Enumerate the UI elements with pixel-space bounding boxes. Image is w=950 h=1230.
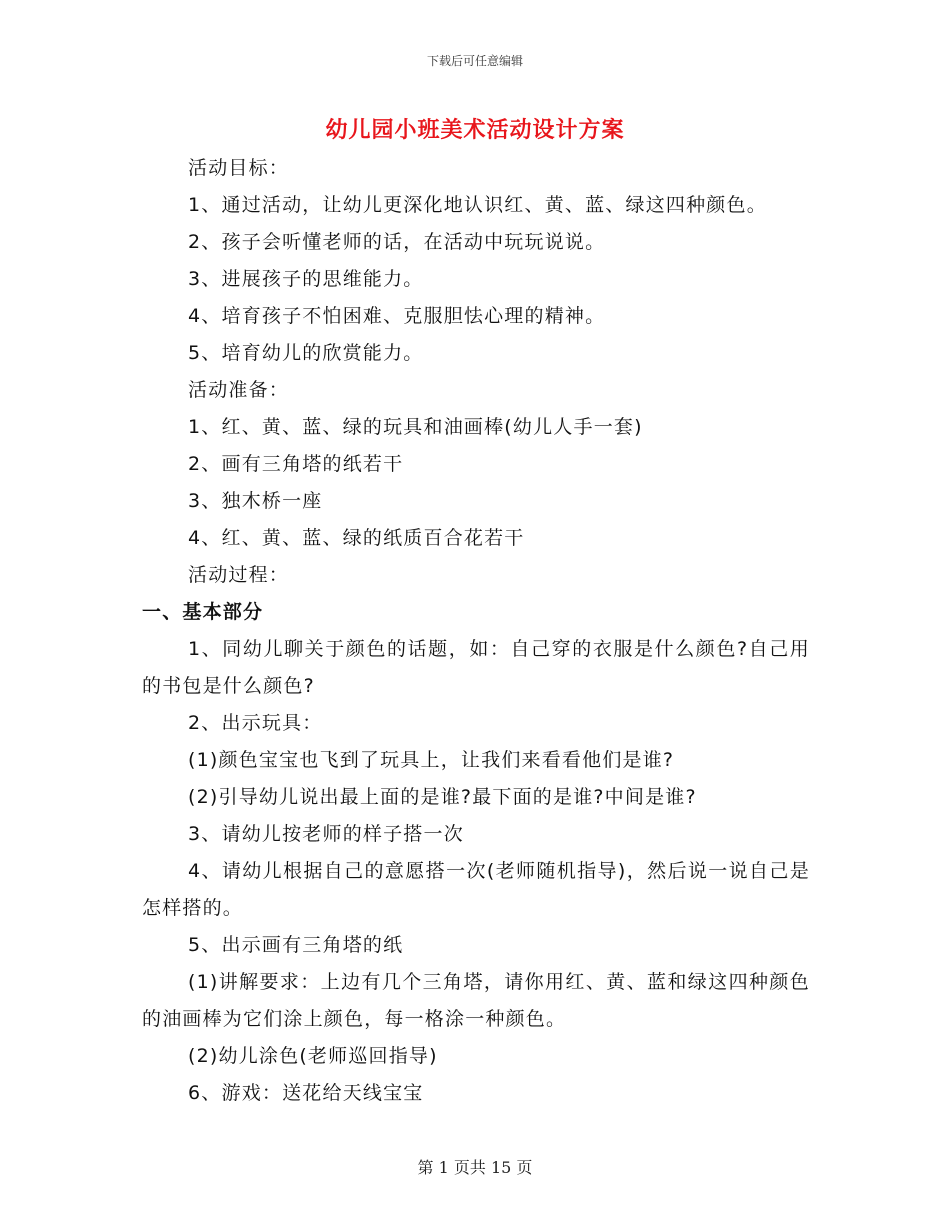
paragraph-line: 1、红、黄、蓝、绿的玩具和油画棒(幼儿人手一套)	[188, 416, 643, 438]
section-heading-process: 活动过程：	[188, 564, 290, 586]
page-footer: 第 1 页共 15 页	[417, 1158, 533, 1177]
paragraph-line: 4、培育孩子不怕困难、克服胆怯心理的精神。	[188, 305, 606, 327]
subsection-heading: 一、基本部分	[142, 601, 264, 623]
paragraph-line: (2)幼儿涂色(老师巡回指导)	[188, 1045, 438, 1067]
paragraph-line: 4、红、黄、蓝、绿的纸质百合花若干	[188, 527, 525, 549]
paragraph-line: (2)引导幼儿说出最上面的是谁?最下面的是谁?中间是谁?	[188, 786, 697, 808]
section-heading-goals: 活动目标：	[188, 157, 290, 179]
paragraph-line: 6、游戏：送花给天线宝宝	[188, 1082, 424, 1104]
paragraph-line: 2、画有三角塔的纸若干	[188, 453, 404, 475]
paragraph-line: 1、同幼儿聊关于颜色的话题，如：自己穿的衣服是什么颜色?自己用的书包是什么颜色?	[142, 638, 810, 697]
document-body	[142, 150, 810, 1112]
paragraph-line: 5、出示画有三角塔的纸	[188, 934, 404, 956]
paragraph-line: 2、孩子会听懂老师的话，在活动中玩玩说说。	[188, 231, 606, 253]
paragraph-line: 3、进展孩子的思维能力。	[188, 268, 424, 290]
page-header: 下载后可任意编辑	[426, 54, 523, 68]
paragraph-line: 1、通过活动，让幼儿更深化地认识红、黄、蓝、绿这四种颜色。	[188, 194, 767, 216]
section-heading-preparation: 活动准备：	[188, 379, 290, 401]
paragraph-line: (1)颜色宝宝也飞到了玩具上，让我们来看看他们是谁?	[188, 749, 675, 771]
document-title: 幼儿园小班美术活动设计方案	[325, 118, 625, 143]
paragraph-line: 3、请幼儿按老师的样子搭一次	[188, 823, 464, 845]
paragraph-line: 3、独木桥一座	[188, 490, 323, 512]
paragraph-line: 5、培育幼儿的欣赏能力。	[188, 342, 424, 364]
paragraph-line: (1)讲解要求：上边有几个三角塔，请你用红、黄、蓝和绿这四种颜色的油画棒为它们涂上颜色，每一格涂一种颜色。	[142, 971, 810, 1030]
paragraph-line: 4、请幼儿根据自己的意愿搭一次(老师随机指导)，然后说一说自己是怎样搭的。	[142, 860, 810, 919]
paragraph-line: 2、出示玩具：	[188, 712, 323, 734]
